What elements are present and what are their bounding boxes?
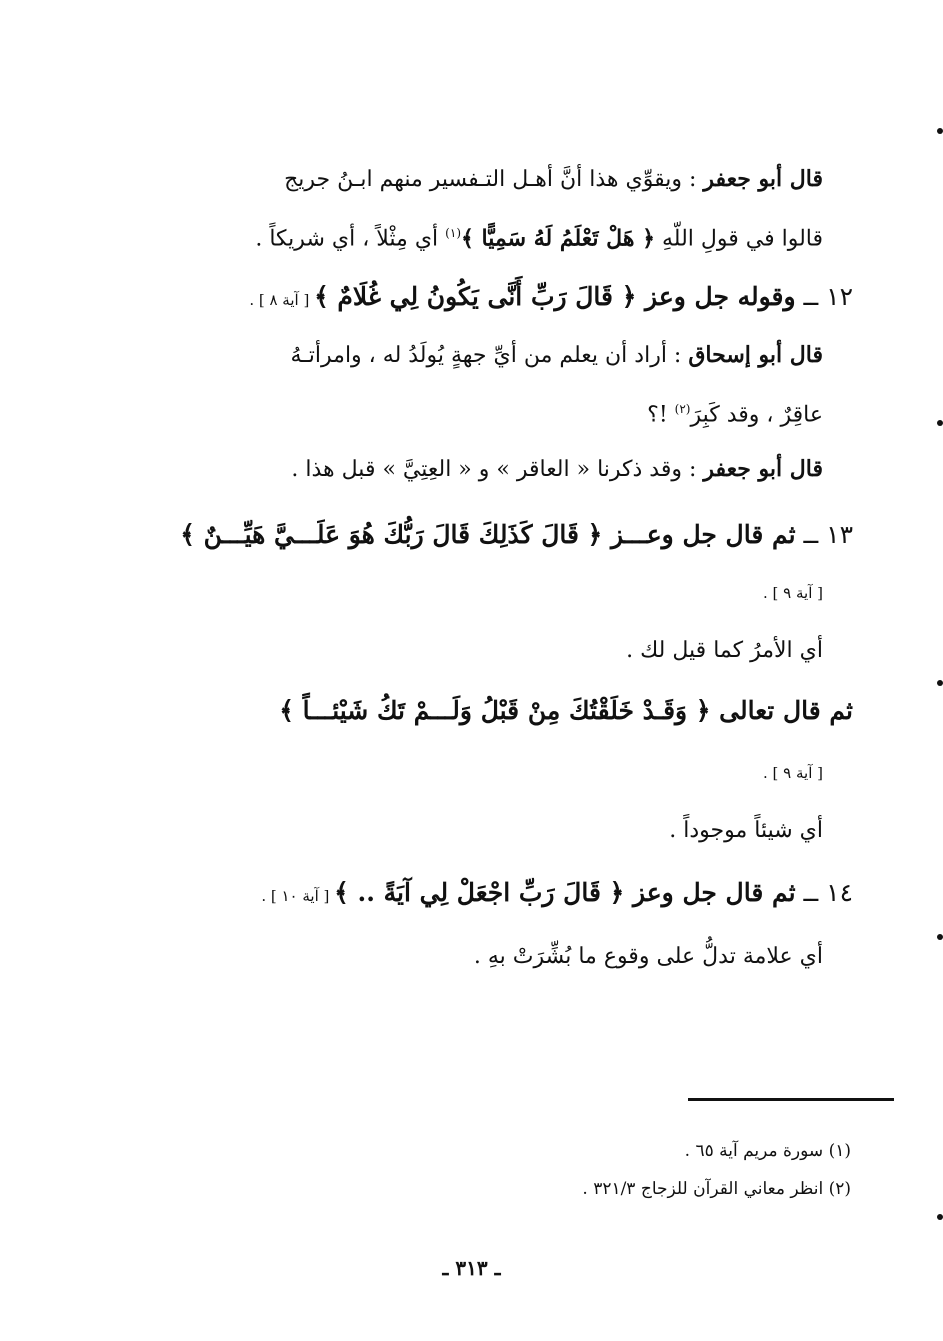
paragraph-text: عاقِرٌ ، وقد كَبِرَ — [690, 402, 823, 428]
footnote-divider — [688, 1098, 894, 1101]
scan-edge-mark — [937, 680, 943, 686]
quran-verse: ثم قال جل وعـــز ﴿ قَالَ كَذَلِكَ قَالَ رَبُّكَ هُوَ عَلَـــيَّ هَيِّـــنٌ ﴾ — [180, 520, 796, 549]
entry-14-heading — [93, 876, 853, 913]
verse-reference: [ آية ٩ ] . — [763, 584, 823, 602]
paragraph-text: قالوا في قولِ اللّهِ — [655, 226, 823, 252]
quran-verse: وقوله جل وعز ﴿ قَالَ رَبِّ أَنَّى يَكُونُ لِي غُلَامٌ ﴾ — [314, 282, 796, 311]
paragraph-text: أي مِثْلاً ، أي شريكاً . — [255, 226, 446, 252]
paragraph-text: !؟ — [647, 402, 675, 428]
footnote-ref-2: (٢) — [674, 402, 691, 416]
page-number: ـ ٣١٣ ـ — [442, 1256, 501, 1280]
entry-number: ١٤ ــ — [795, 878, 853, 907]
paragraph-text: : وقد ذكرنا « العاقر » و « العِتِيَّ » قبل هذا . — [291, 457, 704, 482]
quran-verse: ﴿ هَلْ تَعْلَمُ لَهُ سَمِيًّا ﴾ — [461, 225, 655, 252]
scan-edge-mark — [937, 934, 943, 940]
paragraph-continuation-2 — [123, 392, 823, 432]
scan-edge-mark — [937, 1214, 943, 1220]
verse-reference: [ آية ٩ ] . — [763, 764, 823, 782]
verse-reference: [ آية ١٠ ] . — [261, 887, 335, 905]
footnote-2: (٢) انظر معاني القرآن للزجاج ٣٢١/٣ . — [582, 1179, 851, 1199]
explanation-line: أي علامة تدلُّ على وقوع ما بُشِّرَتْ بهِ . — [473, 944, 823, 969]
entry-13-heading — [93, 518, 853, 552]
verse-reference: [ آية ٨ ] . — [249, 291, 315, 309]
footnote-1: (١) سورة مريم آية ٦٥ . — [684, 1141, 851, 1161]
paragraph-abu-ishaq — [123, 338, 823, 373]
quran-verse-line: ثم قال تعالى ﴿ وَقَـدْ خَلَقْتُكَ مِنْ قَبْلُ وَلَـــمْ تَكُ شَيْئـــاً ﴾ — [279, 696, 853, 725]
speaker-label: قال أبو جعفر — [703, 456, 823, 482]
scan-edge-mark — [937, 420, 943, 426]
explanation-line: أي الأمرُ كما قيل لك . — [626, 638, 823, 663]
paragraph-text: : ويقوِّي هذا أنَّ أهـل التـفسير منهم ابـنُ جريج — [284, 167, 704, 192]
footnote-ref-1: (١) — [445, 226, 461, 240]
speaker-label: قال أبو إسحاق — [688, 342, 823, 368]
speaker-label: قال أبو جعفر — [703, 166, 823, 192]
paragraph-continuation-1 — [123, 216, 823, 256]
scan-edge-mark — [937, 128, 943, 134]
entry-number: ١٣ ــ — [795, 520, 853, 549]
entry-number: ١٢ ــ — [795, 282, 853, 311]
paragraph-abu-jafar-1 — [123, 162, 823, 197]
quran-verse: ثم قال جل وعز ﴿ قَالَ رَبِّ اجْعَلْ لِي آيَةً .. ﴾ — [334, 878, 796, 907]
paragraph-text: : أراد أن يعلم من أيِّ جهةٍ يُولَدُ له ، وامرأتـهُ — [290, 343, 689, 368]
explanation-line: أي شيئاً موجوداً . — [669, 818, 823, 843]
paragraph-abu-jafar-2 — [123, 452, 823, 487]
entry-12-heading — [93, 280, 853, 317]
